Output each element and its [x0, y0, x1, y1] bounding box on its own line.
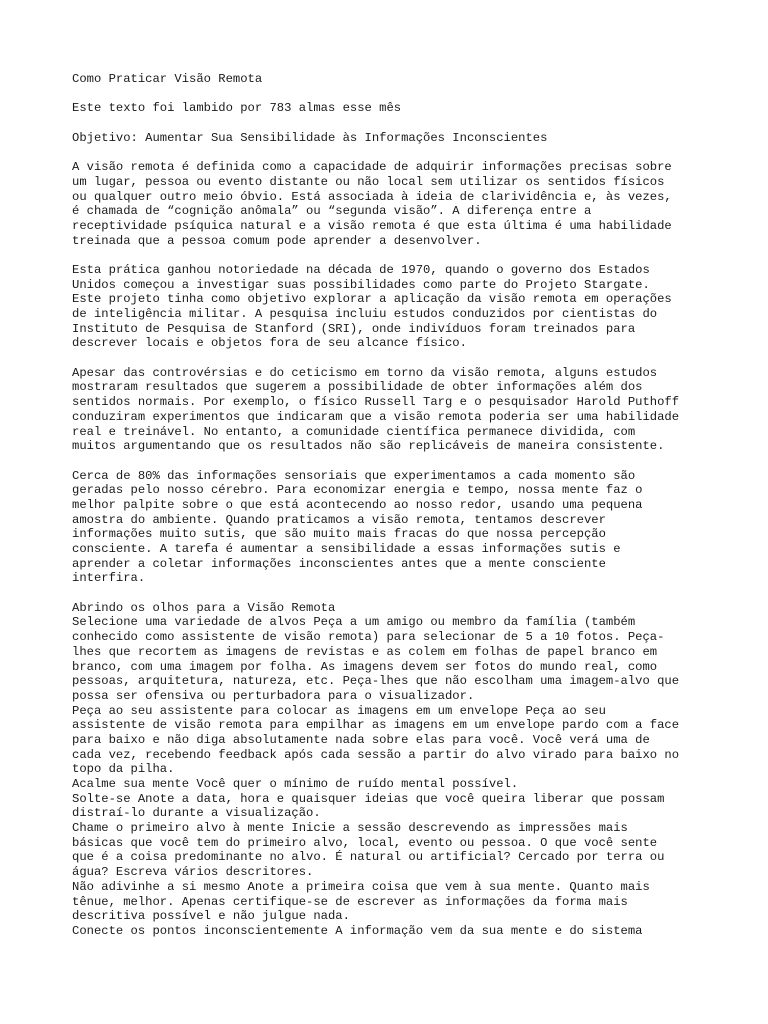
- text-line: tênue, melhor. Apenas certifique-se de escrever as informações da forma mais: [72, 894, 628, 909]
- text-line: de inteligência militar. A pesquisa incluiu estudos conduzidos por cientistas do: [72, 307, 658, 321]
- section-heading: [72, 601, 712, 616]
- text-line: que é a coisa predominante no alvo. É natural ou artificial? Cercado por terra ou: [72, 850, 665, 865]
- text-line: possa ser ofensiva ou perturbadora para o visualizador.: [72, 688, 475, 703]
- text-line: Solte-se Anote a data, hora e quaisquer ideias que você queira liberar que possam: [72, 791, 665, 806]
- text-line: Selecione uma variedade de alvos Peça a um amigo ou membro da família (também: [72, 615, 636, 630]
- text-line: interfira.: [72, 571, 146, 586]
- text-line: ou qualquer outro meio óbvio. Está associada à ideia de clarividência e, às vezes,: [72, 189, 672, 204]
- paragraph-studies: [72, 366, 712, 454]
- text-line: aprender a coletar informações inconscientes antes que a mente consciente: [72, 556, 606, 571]
- text-line: cada vez, recebendo feedback após cada sessão a partir do alvo virado para baixo no: [72, 747, 680, 762]
- text-line: para baixo e não diga absolutamente nada sobre elas para você. Você verá uma de: [72, 732, 650, 747]
- section-heading-line: Abrindo os olhos para a Visão Remota: [72, 600, 336, 615]
- text-line: básicas que você tem do primeiro alvo, local, evento ou pessoa. O que você sente: [72, 835, 658, 850]
- paragraph-sensory: [72, 469, 712, 587]
- byline-line: Este texto foi lambido por 783 almas esse mês: [72, 101, 402, 116]
- document-title: [72, 72, 712, 87]
- text-line: Cerca de 80% das informações sensoriais que experimentamos a cada momento são: [72, 468, 636, 483]
- paragraph-history: [72, 263, 712, 351]
- text-line: pessoas, arquitetura, natureza, etc. Peça-lhes que não escolham uma imagem-alvo que: [72, 674, 680, 689]
- text-line: Conecte os pontos inconscientemente A informação vem da sua mente e do sistema: [72, 923, 643, 938]
- title-line: Como Praticar Visão Remota: [72, 72, 263, 86]
- text-line: muitos argumentando que os resultados não são replicáveis de maneira consistente.: [72, 439, 665, 454]
- text-line: Instituto de Pesquisa de Stanford (SRI), onde indivíduos foram treinados para: [72, 321, 636, 336]
- text-line: treinada que a pessoa comum pode aprender a desenvolver.: [72, 233, 482, 248]
- text-line: Apesar das controvérsias e do ceticismo em torno da visão remota, alguns estudos: [72, 365, 658, 380]
- text-line: Acalme sua mente Você quer o mínimo de ruído mental possível.: [72, 777, 519, 791]
- text-line: mostraram resultados que sugerem a possibilidade de obter informações além dos: [72, 380, 643, 395]
- text-line: Chame o primeiro alvo à mente Inicie a sessão descrevendo as impressões mais: [72, 821, 628, 836]
- steps-list: [72, 615, 712, 938]
- text-line: conduziram experimentos que indicaram que a visão remota poderia ser uma habilidade: [72, 409, 680, 424]
- byline: [72, 101, 712, 116]
- text-line: água? Escreva vários descritores.: [72, 865, 314, 880]
- text-line: Este projeto tinha como objetivo explorar a aplicação da visão remota em operações: [72, 292, 672, 307]
- text-line: amostra do ambiente. Quando praticamos a visão remota, tentamos descrever: [72, 512, 606, 527]
- text-line: lhes que recortem as imagens de revistas e as colem em folhas de papel branco em: [72, 644, 658, 659]
- objective-line: Objetivo: Aumentar Sua Sensibilidade às Informações Inconscientes: [72, 130, 548, 145]
- objective: [72, 131, 712, 146]
- text-line: consciente. A tarefa é aumentar a sensibilidade a essas informações sutis e: [72, 542, 621, 556]
- text-line: sentidos normais. Por exemplo, o físico Russell Targ e o pesquisador Harold Puthoff: [72, 395, 680, 410]
- text-line: Unidos começou a investigar suas possibilidades como parte do Projeto Stargate.: [72, 277, 650, 292]
- text-line: branco, com uma imagem por folha. As imagens devem ser fotos do mundo real, como: [72, 659, 658, 674]
- text-line: conhecido como assistente de visão remota) para selecionar de 5 a 10 fotos. Peça-: [72, 630, 665, 645]
- paragraph-definition: [72, 160, 712, 248]
- text-line: assistente de visão remota para empilhar as imagens em um envelope pardo com a face: [72, 718, 680, 733]
- document-page: [72, 72, 712, 939]
- text-line: real e treinável. No entanto, a comunidade científica permanece dividida, com: [72, 424, 636, 439]
- text-line: um lugar, pessoa ou evento distante ou não local sem utilizar os sentidos físicos: [72, 174, 665, 189]
- text-line: geradas pelo nosso cérebro. Para economizar energia e tempo, nossa mente faz o: [72, 483, 643, 498]
- text-line: é chamada de “cognição anômala” ou “segunda visão”. A diferença entre a: [72, 204, 592, 219]
- text-line: Esta prática ganhou notoriedade na década de 1970, quando o governo dos Estados: [72, 262, 650, 277]
- text-line: descrever locais e objetos fora de seu alcance físico.: [72, 336, 467, 351]
- text-line: informações muito sutis, que são muito mais fracas do que nossa percepção: [72, 527, 606, 542]
- text-line: distraí-lo durante a visualização.: [72, 806, 321, 821]
- text-line: A visão remota é definida como a capacidade de adquirir informações precisas sobre: [72, 160, 672, 175]
- text-line: Peça ao seu assistente para colocar as imagens em um envelope Peça ao seu: [72, 703, 606, 718]
- text-line: Não adivinhe a si mesmo Anote a primeira coisa que vem à sua mente. Quanto mais: [72, 879, 650, 894]
- text-line: melhor palpite sobre o que está acontecendo ao nosso redor, usando uma pequena: [72, 497, 643, 512]
- text-line: descritiva possível e não julgue nada.: [72, 909, 350, 924]
- text-line: receptividade psíquica natural e a visão remota é que esta última é uma habilidade: [72, 218, 672, 233]
- text-line: topo da pilha.: [72, 762, 175, 777]
